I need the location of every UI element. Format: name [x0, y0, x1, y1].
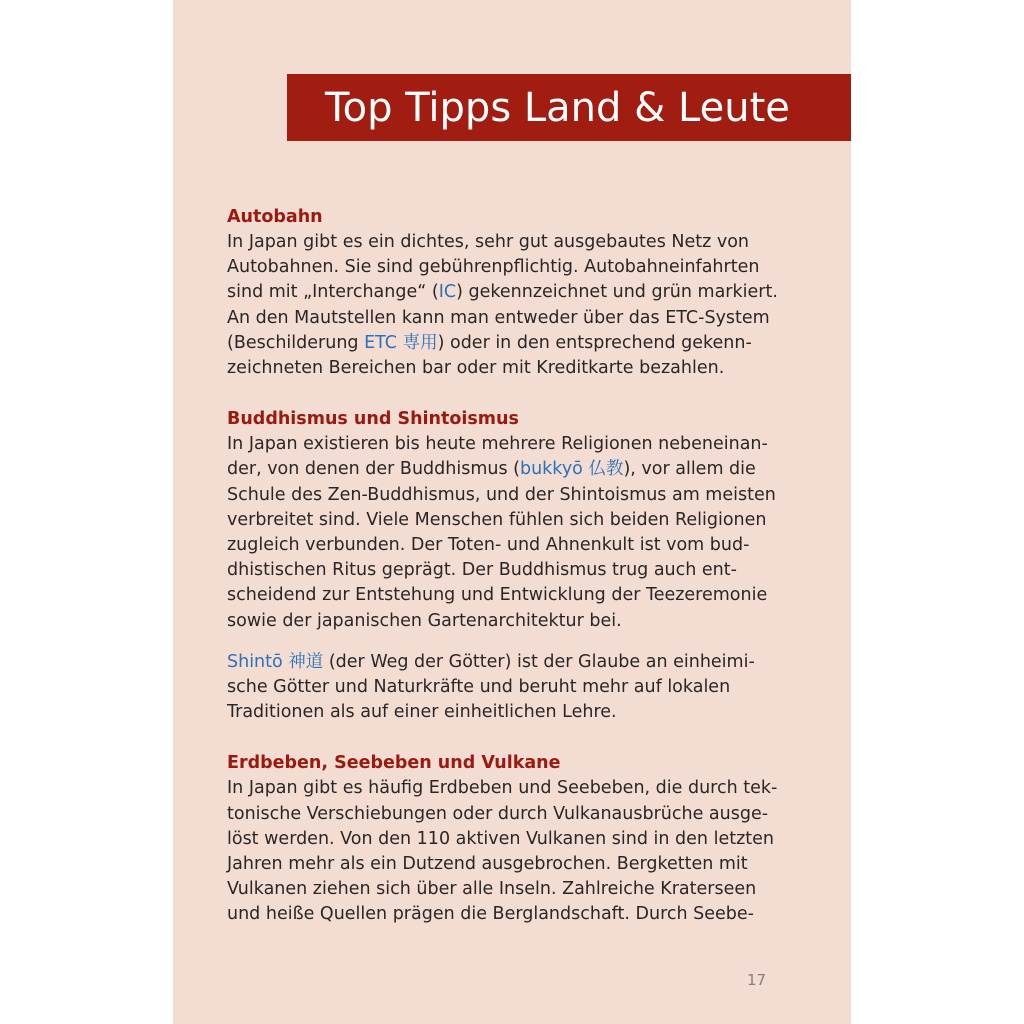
text-segment: verbreitet sind. Viele Menschen fühlen sich beiden Religionen	[227, 509, 767, 530]
text-line	[227, 331, 807, 356]
section	[227, 407, 807, 725]
text-segment: scheidend zur Entstehung und Entwicklung der Teezeremonie	[227, 585, 768, 606]
text-line	[227, 675, 807, 700]
text-segment: sowie der japanischen Gartenarchitektur bei.	[227, 610, 622, 631]
text-segment: Vulkanen ziehen sich über alle Inseln. Zahlreiche Kraterseen	[227, 879, 757, 900]
text-segment: In Japan gibt es ein dichtes, sehr gut ausgebautes Netz von	[227, 232, 749, 252]
text-line	[227, 776, 807, 801]
text-line	[227, 700, 807, 725]
text-segment: der, von denen der Buddhismus (	[227, 459, 520, 480]
text-line	[227, 230, 807, 255]
text-line	[227, 583, 807, 608]
page-number: 17	[747, 971, 767, 989]
text-line	[227, 877, 807, 902]
text-segment: dhistischen Ritus geprägt. Der Buddhismus trug auch ent-	[227, 560, 737, 581]
text-segment: tonische Verschiebungen oder durch Vulkanausbrüche ausge-	[227, 803, 769, 824]
text-line	[227, 280, 807, 305]
page-title: Top Tipps Land & Leute	[325, 85, 790, 131]
paragraph	[227, 776, 807, 927]
text-segment: sche Götter und Naturkräfte und beruht mehr auf lokalen	[227, 677, 731, 698]
text-line	[227, 650, 807, 675]
article-body	[227, 205, 807, 954]
paragraph	[227, 650, 807, 726]
text-segment: In Japan gibt es häufig Erdbeben und Seebeben, die durch tek-	[227, 778, 778, 799]
japanese-term: Shintō 神道	[227, 651, 324, 672]
text-segment: ) gekennzeichnet und grün markiert.	[456, 282, 778, 303]
text-line	[227, 902, 807, 927]
text-segment: ) oder in den entsprechend gekenn-	[437, 332, 752, 353]
text-segment: zugleich verbunden. Der Toten- und Ahnenkult ist vom bud-	[227, 535, 750, 556]
text-line	[227, 483, 807, 508]
text-segment: sind mit „Interchange“ (	[227, 282, 439, 303]
text-segment: (der Weg der Götter) ist der Glaube an einheimi-	[323, 651, 755, 672]
paragraph	[227, 432, 807, 634]
japanese-term: bukkyō 仏教	[519, 459, 624, 480]
text-line	[227, 356, 807, 381]
section-heading: Autobahn	[227, 207, 323, 227]
section-heading: Buddhismus und Shintoismus	[227, 409, 519, 430]
japanese-term: IC	[438, 282, 457, 303]
paragraph	[227, 230, 807, 381]
text-segment: und heiße Quellen prägen die Berglandschaft. Durch Seebe-	[227, 904, 754, 925]
text-line	[227, 609, 807, 634]
text-segment: zeichneten Bereichen bar oder mit Kreditkarte bezahlen.	[227, 358, 725, 379]
text-line	[227, 533, 807, 558]
text-segment: Jahren mehr als ein Dutzend ausgebrochen. Bergketten mit	[227, 854, 748, 875]
text-line	[227, 432, 807, 457]
text-segment: In Japan existieren bis heute mehrere Religionen nebeneinan-	[227, 434, 768, 455]
section	[227, 205, 807, 381]
text-line	[227, 508, 807, 533]
text-segment: An den Mautstellen kann man entweder über das ETC-System	[227, 307, 770, 328]
text-segment: (Beschilderung	[227, 332, 365, 353]
text-segment: ), vor allem die	[623, 459, 756, 480]
text-segment: Schule des Zen-Buddhismus, und der Shintoismus am meisten	[227, 484, 776, 505]
title-banner	[287, 74, 851, 141]
text-line	[227, 852, 807, 877]
text-segment: löst werden. Von den 110 aktiven Vulkanen sind in den letzten	[227, 828, 774, 849]
text-segment: Traditionen als auf einer einheitlichen Lehre.	[227, 702, 617, 723]
text-line	[227, 802, 807, 827]
text-line	[227, 457, 807, 482]
japanese-term: ETC 専用	[364, 332, 438, 353]
text-segment: Autobahnen. Sie sind gebührenpflichtig. Autobahneinfahrten	[227, 257, 760, 278]
text-line	[227, 306, 807, 331]
text-line	[227, 255, 807, 280]
section-heading: Erdbeben, Seebeben und Vulkane	[227, 753, 561, 774]
text-line	[227, 558, 807, 583]
text-line	[227, 827, 807, 852]
section	[227, 751, 807, 927]
book-page	[173, 0, 851, 1024]
